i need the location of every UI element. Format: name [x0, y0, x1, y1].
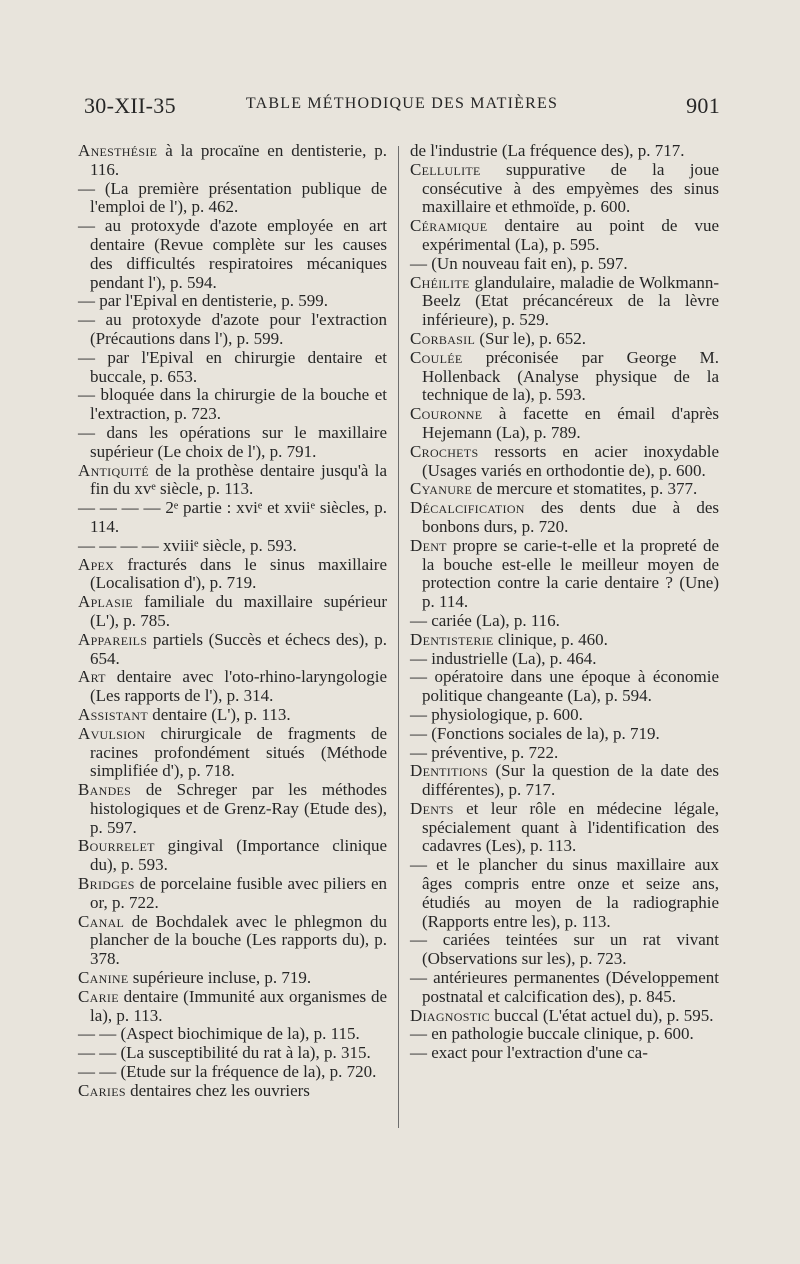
entry-text: — au protoxyde d'azote pour l'extraction (Précautions dans l'), p. 599.: [78, 310, 387, 348]
entry-heading: Cyanure: [410, 479, 473, 499]
entry-text: (Sur le), p. 652.: [475, 328, 587, 348]
entry-text: — par l'Epival en dentisterie, p. 599.: [78, 291, 328, 311]
entry-text: — — (Aspect biochimique de la), p. 115.: [78, 1024, 360, 1044]
entry-text: — — — — xviiiᵉ siècle, p. 593.: [78, 535, 297, 555]
entry-text: — — (Etude sur la fréquence de la), p. 720.: [78, 1062, 377, 1082]
entry-text: — — (La susceptibilité du rat à la), p. 315.: [78, 1043, 371, 1063]
index-entry: [78, 386, 387, 424]
entry-text: gingival (Importance clinique du), p. 593.: [90, 836, 387, 875]
index-entry: [78, 781, 387, 837]
entry-text: — bloquée dans la chirurgie de la bouche et l'extraction, p. 723.: [78, 385, 387, 424]
index-entry: [410, 217, 719, 255]
entry-heading: Avulsion: [78, 723, 146, 743]
entry-heading: Céramique: [410, 216, 488, 236]
entry-text: — en pathologie buccale clinique, p. 600.: [410, 1024, 694, 1044]
index-entry: [78, 988, 387, 1026]
index-entry: [78, 349, 387, 387]
index-entry: [78, 142, 387, 180]
entry-text: (Sur la question de la date des différentes), p. 717.: [422, 761, 719, 800]
entry-text: chirurgicale de fragments de racines profondément situés (Méthode simplifiée d'), p. 718.: [90, 723, 387, 781]
entry-text: — dans les opérations sur le maxillaire supérieur (Le choix de l'), p. 791.: [78, 422, 387, 461]
index-entry: [410, 443, 719, 481]
index-entry: [410, 612, 719, 631]
index-entry: [410, 725, 719, 744]
index-entry: [78, 875, 387, 913]
column-divider: [398, 146, 399, 1128]
entry-heading: Crochets: [410, 441, 479, 461]
entry-text: clinique, p. 460.: [493, 629, 608, 649]
entry-text: — (La première présentation publique de l'emploi de l'), p. 462.: [78, 178, 387, 217]
index-entry: [410, 650, 719, 669]
entry-heading: Bandes: [78, 780, 132, 800]
index-entry: [78, 499, 387, 537]
index-entry: [78, 311, 387, 349]
index-entry: [78, 706, 387, 725]
index-entry: [78, 1025, 387, 1044]
entry-text: — cariées teintées sur un rat vivant (Observations sur les), p. 723.: [410, 930, 719, 969]
entry-text: de Schreger par les méthodes histologiques et de Grenz-Ray (Etude des), p. 597.: [90, 780, 387, 837]
index-entry: [410, 1007, 719, 1026]
entry-heading: Art: [78, 667, 106, 687]
page-number: 901: [686, 93, 720, 118]
entry-text: — au protoxyde d'azote employée en art dentaire (Revue complète sur les causes des difficultés respiratoires mécaniques pendant l'), p. 594.: [78, 216, 387, 292]
index-entry: [410, 405, 719, 443]
entry-text: de la prothèse dentaire jusqu'à la fin du xvᵉ siècle, p. 113.: [90, 460, 387, 499]
entry-text: partiels (Succès et échecs des), p. 654.: [90, 629, 387, 668]
entry-heading: Dent: [410, 535, 447, 555]
entry-text: suppurative de la joue consécutive à des empyèmes des sinus maxillaire et ethmoïde, p. 600.: [422, 159, 719, 217]
index-entry: [410, 969, 719, 1007]
index-entry: [78, 593, 387, 631]
entry-text: de mercure et stomatites, p. 377.: [472, 479, 698, 499]
entry-text: — opératoire dans une époque à économie politique changeante (La), p. 594.: [410, 667, 719, 706]
entry-heading: Antiquité: [78, 460, 149, 480]
index-entry: [410, 480, 719, 499]
entry-text: — par l'Epival en chirurgie dentaire et buccale, p. 653.: [78, 347, 387, 386]
entry-heading: Dents: [410, 798, 454, 818]
entry-text: de Bochdalek avec le phlegmon du plancher de la bouche (Les rapports du), p. 378.: [90, 911, 387, 969]
index-entry: [410, 744, 719, 763]
entry-heading: Chéilite: [410, 272, 470, 292]
entry-text: — physiologique, p. 600.: [410, 704, 583, 724]
entry-text: dentaire avec l'oto-rhino-laryngologie (Les rapports de l'), p. 314.: [90, 667, 387, 706]
entry-text: des dents due à des bonbons durs, p. 720.: [422, 498, 719, 536]
index-entry: [410, 1025, 719, 1044]
index-entry: [78, 913, 387, 969]
index-entry: [410, 142, 719, 161]
entry-heading: Caries: [78, 1080, 126, 1100]
entry-text: propre se carie-t-elle et la propreté de la bouche est-elle le meilleur moyen de protection contre la carie dentaire ? (Une) p. 114.: [422, 535, 719, 612]
entry-heading: Canal: [78, 911, 125, 931]
entry-heading: Diagnostic: [410, 1005, 490, 1025]
index-entry: [410, 762, 719, 800]
index-entry: [78, 1044, 387, 1063]
entry-text: — — — — 2ᵉ partie : xviᵉ et xviiᵉ siècles, p. 114.: [78, 498, 387, 536]
entry-heading: Décalcification: [410, 498, 525, 518]
index-entry: [78, 556, 387, 594]
entry-text: — industrielle (La), p. 464.: [410, 648, 597, 668]
index-entry: [410, 537, 719, 612]
entry-text: dentaires chez les ouvriers: [125, 1080, 310, 1100]
entry-text: de l'industrie (La fréquence des), p. 717.: [410, 141, 685, 160]
entry-heading: Corbasil: [410, 328, 476, 348]
index-entry: [78, 424, 387, 462]
index-entry: [410, 668, 719, 706]
entry-text: — exact pour l'extraction d'une ca-: [410, 1043, 648, 1063]
entry-text: — préventive, p. 722.: [410, 742, 559, 762]
running-title: TABLE MÉTHODIQUE DES MATIÈRES: [245, 95, 559, 112]
index-entry: [410, 1044, 719, 1063]
entry-text: — et le plancher du sinus maxillaire aux âges compris entre onze et seize ans, étudiés au moyen de la radiographie (Rapports entre les), p. 113.: [410, 855, 719, 931]
entry-text: de porcelaine fusible avec piliers en or, p. 722.: [90, 874, 387, 912]
entry-text: — (Un nouveau fait en), p. 597.: [410, 253, 628, 273]
index-column-left: [78, 142, 387, 1101]
entry-text: préconisée par George M. Hollenback (Analyse physique de la technique de la), p. 593.: [422, 347, 719, 405]
entry-text: — (Fonctions sociales de la), p. 719.: [410, 723, 660, 743]
entry-heading: Assistant: [78, 704, 149, 724]
entry-heading: Canine: [78, 968, 129, 988]
entry-text: fracturés dans le sinus maxillaire (Localisation d'), p. 719.: [90, 554, 387, 593]
entry-text: dentaire (L'), p. 113.: [148, 704, 291, 724]
index-entry: [410, 631, 719, 650]
entry-heading: Couronne: [410, 404, 483, 424]
entry-text: buccal (L'état actuel du), p. 595.: [489, 1005, 714, 1025]
index-entry: [410, 161, 719, 217]
entry-heading: Anesthésie: [78, 141, 158, 160]
index-entry: [78, 462, 387, 500]
running-head: [84, 93, 720, 127]
index-entry: [78, 1063, 387, 1082]
entry-heading: Coulée: [410, 347, 463, 367]
index-entry: [410, 499, 719, 537]
index-entry: [78, 1082, 387, 1101]
date-code: 30-XII-35: [84, 93, 176, 118]
entry-text: à facette en émail d'après Hejemann (La), p. 789.: [422, 404, 719, 442]
entry-text: supérieure incluse, p. 719.: [128, 968, 312, 988]
entry-text: — cariée (La), p. 116.: [410, 610, 560, 630]
index-entry: [78, 292, 387, 311]
entry-heading: Aplasie: [78, 592, 134, 612]
index-entry: [78, 837, 387, 875]
entry-heading: Apex: [78, 554, 115, 574]
entry-heading: Dentitions: [410, 761, 488, 781]
index-entry: [410, 330, 719, 349]
index-entry: [410, 856, 719, 931]
index-entry: [78, 969, 387, 988]
entry-text: — antérieures permanentes (Développement postnatal et calcification des), p. 845.: [410, 968, 719, 1006]
index-entry: [410, 349, 719, 405]
index-entry: [78, 180, 387, 218]
index-entry: [78, 217, 387, 292]
entry-heading: Cellulite: [410, 159, 481, 179]
entry-heading: Appareils: [78, 629, 148, 649]
index-entry: [78, 725, 387, 781]
index-entry: [410, 800, 719, 856]
entry-heading: Bourrelet: [78, 836, 155, 856]
entry-heading: Bridges: [78, 874, 135, 894]
index-column-right: [410, 142, 719, 1063]
entry-text: glandulaire, maladie de Wolkmann-Beelz (Etat précancéreux de la lèvre inférieure), p. 529.: [422, 272, 719, 330]
entry-text: dentaire au point de vue expérimental (La), p. 595.: [422, 216, 719, 254]
entry-heading: Carie: [78, 986, 119, 1006]
entry-text: dentaire (Immunité aux organismes de la), p. 113.: [90, 986, 387, 1025]
entry-text: familiale du maxillaire supérieur (L'), p. 785.: [90, 592, 387, 630]
entry-text: et leur rôle en médecine légale, spécialement quant à l'identification des cadavres (Les), p. 113.: [422, 798, 719, 856]
index-entry: [410, 931, 719, 969]
index-entry: [410, 706, 719, 725]
entry-heading: Dentisterie: [410, 629, 494, 649]
index-entry: [78, 631, 387, 669]
index-entry: [410, 274, 719, 330]
index-entry: [78, 668, 387, 706]
index-entry: [410, 255, 719, 274]
index-entry: [78, 537, 387, 556]
entry-text: à la procaïne en dentisterie, p. 116.: [90, 141, 387, 179]
entry-text: ressorts en acier inoxydable (Usages variés en orthodontie de), p. 600.: [422, 441, 719, 480]
